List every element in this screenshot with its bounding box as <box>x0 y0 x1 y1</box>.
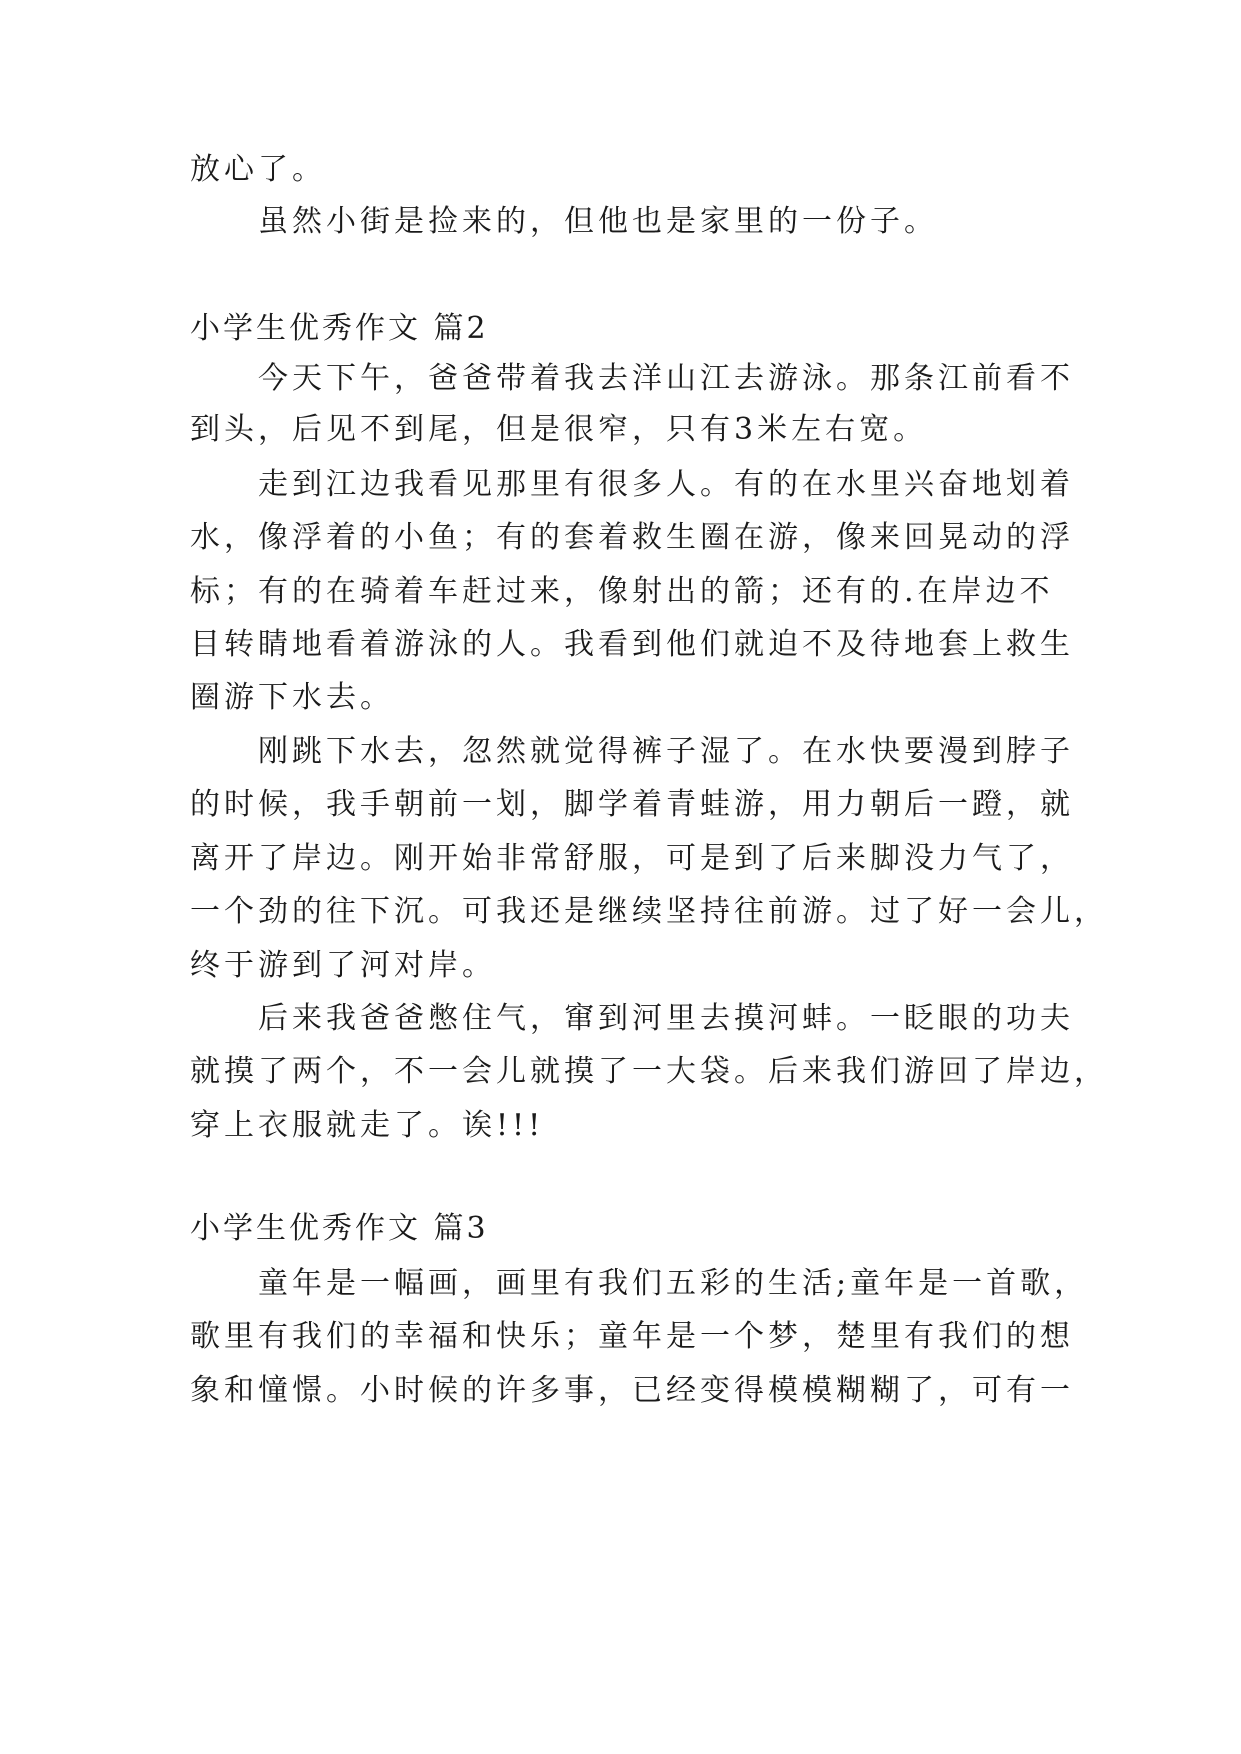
paragraph-line: 童年是一幅画，画里有我们五彩的生活;童年是一首歌， <box>258 1266 1089 1301</box>
paragraph-line: 到头，后见不到尾，但是很窄，只有3米左右宽。 <box>190 412 928 447</box>
paragraph-line: 水，像浮着的小鱼；有的套着救生圈在游，像来回晃动的浮 <box>190 520 1074 555</box>
section-heading: 小学生优秀作文 篇2 <box>190 311 489 346</box>
paragraph-line: 放心了。 <box>190 152 326 187</box>
paragraph-line: 穿上衣服就走了。诶!!! <box>190 1108 545 1143</box>
paragraph-line: 目转睛地看着游泳的人。我看到他们就迫不及待地套上救生 <box>190 627 1074 662</box>
paragraph-line: 刚跳下水去，忽然就觉得裤子湿了。在水快要漫到脖子 <box>258 734 1074 769</box>
paragraph-line: 今天下午，爸爸带着我去洋山江去游泳。那条江前看不 <box>258 361 1074 396</box>
paragraph-line: 终于游到了河对岸。 <box>190 948 496 983</box>
paragraph-line: 圈游下水去。 <box>190 680 394 715</box>
paragraph-line: 离开了岸边。刚开始非常舒服，可是到了后来脚没力气了， <box>190 841 1074 876</box>
paragraph-line: 走到江边我看见那里有很多人。有的在水里兴奋地划着 <box>258 467 1074 502</box>
paragraph-line: 的时候，我手朝前一划，脚学着青蛙游，用力朝后一蹬，就 <box>190 787 1074 822</box>
paragraph-line: 就摸了两个，不一会儿就摸了一大袋。后来我们游回了岸边， <box>190 1054 1108 1089</box>
paragraph-line: 虽然小街是捡来的，但他也是家里的一份子。 <box>258 204 938 239</box>
paragraph-line: 一个劲的往下沉。可我还是继续坚持往前游。过了好一会儿， <box>190 894 1108 929</box>
paragraph-line: 象和憧憬。小时候的许多事，已经变得模模糊糊了，可有一 <box>190 1373 1074 1408</box>
paragraph-line: 后来我爸爸憋住气，窜到河里去摸河蚌。一眨眼的功夫 <box>258 1001 1074 1036</box>
paragraph-line: 歌里有我们的幸福和快乐；童年是一个梦，楚里有我们的想 <box>190 1319 1074 1354</box>
section-heading: 小学生优秀作文 篇3 <box>190 1211 489 1246</box>
paragraph-line: 标；有的在骑着车赶过来，像射出的箭；还有的.在岸边不 <box>190 574 1054 609</box>
